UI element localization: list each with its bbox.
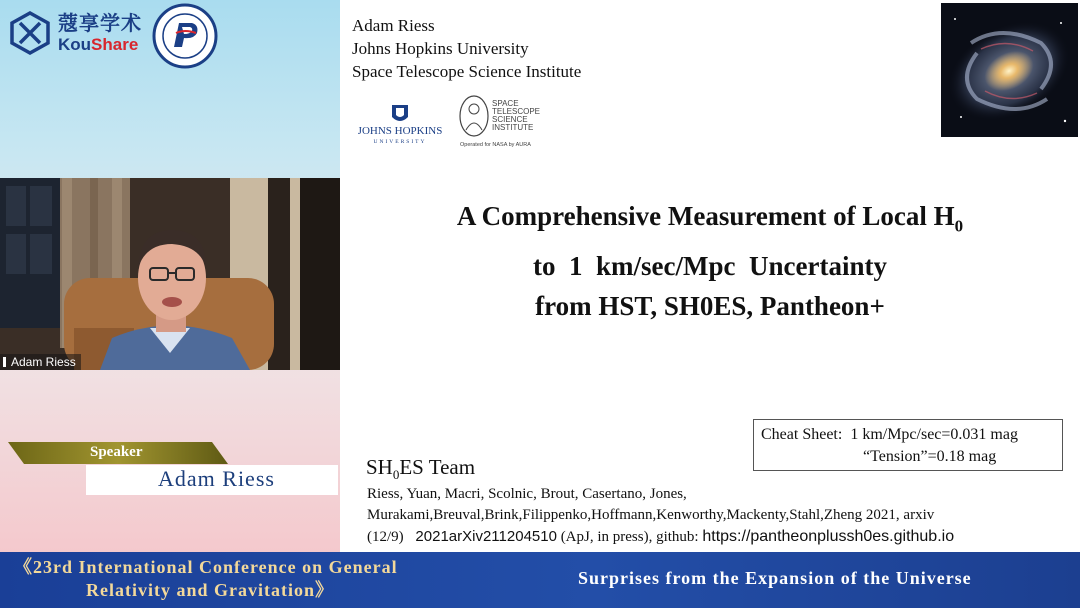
participant-name: Adam Riess	[11, 355, 76, 369]
audio-level-icon	[3, 357, 6, 367]
jhu-logo-line2: UNIVERSITY	[373, 139, 427, 145]
conference-title-line2: Relativity and Gravitation》	[86, 580, 334, 600]
slide-title-line3: from HST, SH0ES, Pantheon+	[535, 291, 885, 322]
university-seal-icon	[152, 3, 218, 69]
cheat-sheet-box	[753, 419, 1063, 471]
team-heading-post: ES Team	[399, 455, 476, 479]
brand-name-en-part1: Kou	[58, 35, 92, 54]
presentation-slide	[340, 0, 1080, 552]
author-line: Murakami,Breuval,Brink,Filippenko,Hoffmann,Kenworthy,Mackenty,Stahl,Zheng 2021, arxiv	[367, 507, 935, 523]
cheat-sheet-line2: “Tension”=0.18 mag	[863, 448, 997, 465]
slide-title-line1	[380, 196, 1040, 246]
team-heading-pre: SH	[366, 455, 393, 479]
publication-status: (ApJ, in press), github:	[560, 529, 699, 545]
cheat-sheet-line1: Cheat Sheet: 1 km/Mpc/sec=0.031 mag	[761, 426, 1018, 443]
affiliation-line: Adam Riess	[352, 16, 435, 35]
talk-title: Surprises from the Expansion of the Universe	[578, 568, 972, 588]
team-heading	[366, 455, 475, 483]
slide-title-line2: to 1 km/sec/Mpc Uncertainty	[533, 251, 887, 282]
stsci-logo-icon	[458, 92, 550, 150]
slide-title-subscript: 0	[954, 216, 964, 236]
speaker-name: Adam Riess	[158, 466, 275, 491]
arxiv-id: 2021arXiv211204510	[415, 528, 557, 545]
stsci-logo-line: INSTITUTE	[492, 123, 534, 132]
author-line	[367, 526, 1067, 548]
author-line: Riess, Yuan, Macri, Scolnic, Brout, Casertano, Jones,	[367, 486, 687, 502]
slide-title-line1-text: A Comprehensive Measurement of Local H	[456, 201, 955, 231]
koushare-brand	[8, 8, 142, 58]
jhu-logo-icon	[358, 103, 442, 145]
stsci-logo-line: TELESCOPE	[492, 107, 541, 116]
stsci-logo-caption: Operated for NASA by AURA	[460, 142, 531, 148]
stsci-logo-line: SPACE	[492, 99, 519, 108]
conference-title	[14, 556, 474, 602]
author-affiliation	[352, 14, 581, 83]
participant-name-label	[0, 354, 81, 370]
conference-banner	[0, 552, 1080, 608]
speaker-video-frame	[0, 178, 340, 370]
jhu-logo-line1: JOHNS HOPKINS	[358, 125, 442, 137]
slide-title	[380, 196, 1040, 326]
author-list	[367, 484, 1067, 548]
brand-name-en	[58, 36, 142, 53]
speaker-video	[0, 178, 340, 370]
koushare-logo-icon	[8, 11, 52, 55]
conference-title-line1: 《23rd International Conference on General	[14, 557, 398, 577]
speaker-tag-label: Speaker	[90, 444, 143, 460]
stsci-logo-line: SCIENCE	[492, 115, 528, 124]
left-panel	[0, 0, 340, 552]
affiliation-line: Space Telescope Science Institute	[352, 62, 582, 81]
affiliation-line: Johns Hopkins University	[352, 39, 529, 58]
team-heading-subscript: 0	[392, 467, 400, 483]
spiral-galaxy-image	[941, 3, 1078, 137]
speaker-lower-third	[8, 440, 338, 500]
brand-text	[58, 13, 142, 53]
github-link[interactable]: https://pantheonplussh0es.github.io	[702, 528, 955, 545]
arxiv-date: (12/9)	[367, 529, 404, 545]
brand-name-cn: 蔻享学术	[58, 11, 142, 35]
brand-name-en-part2: Share	[91, 35, 139, 54]
